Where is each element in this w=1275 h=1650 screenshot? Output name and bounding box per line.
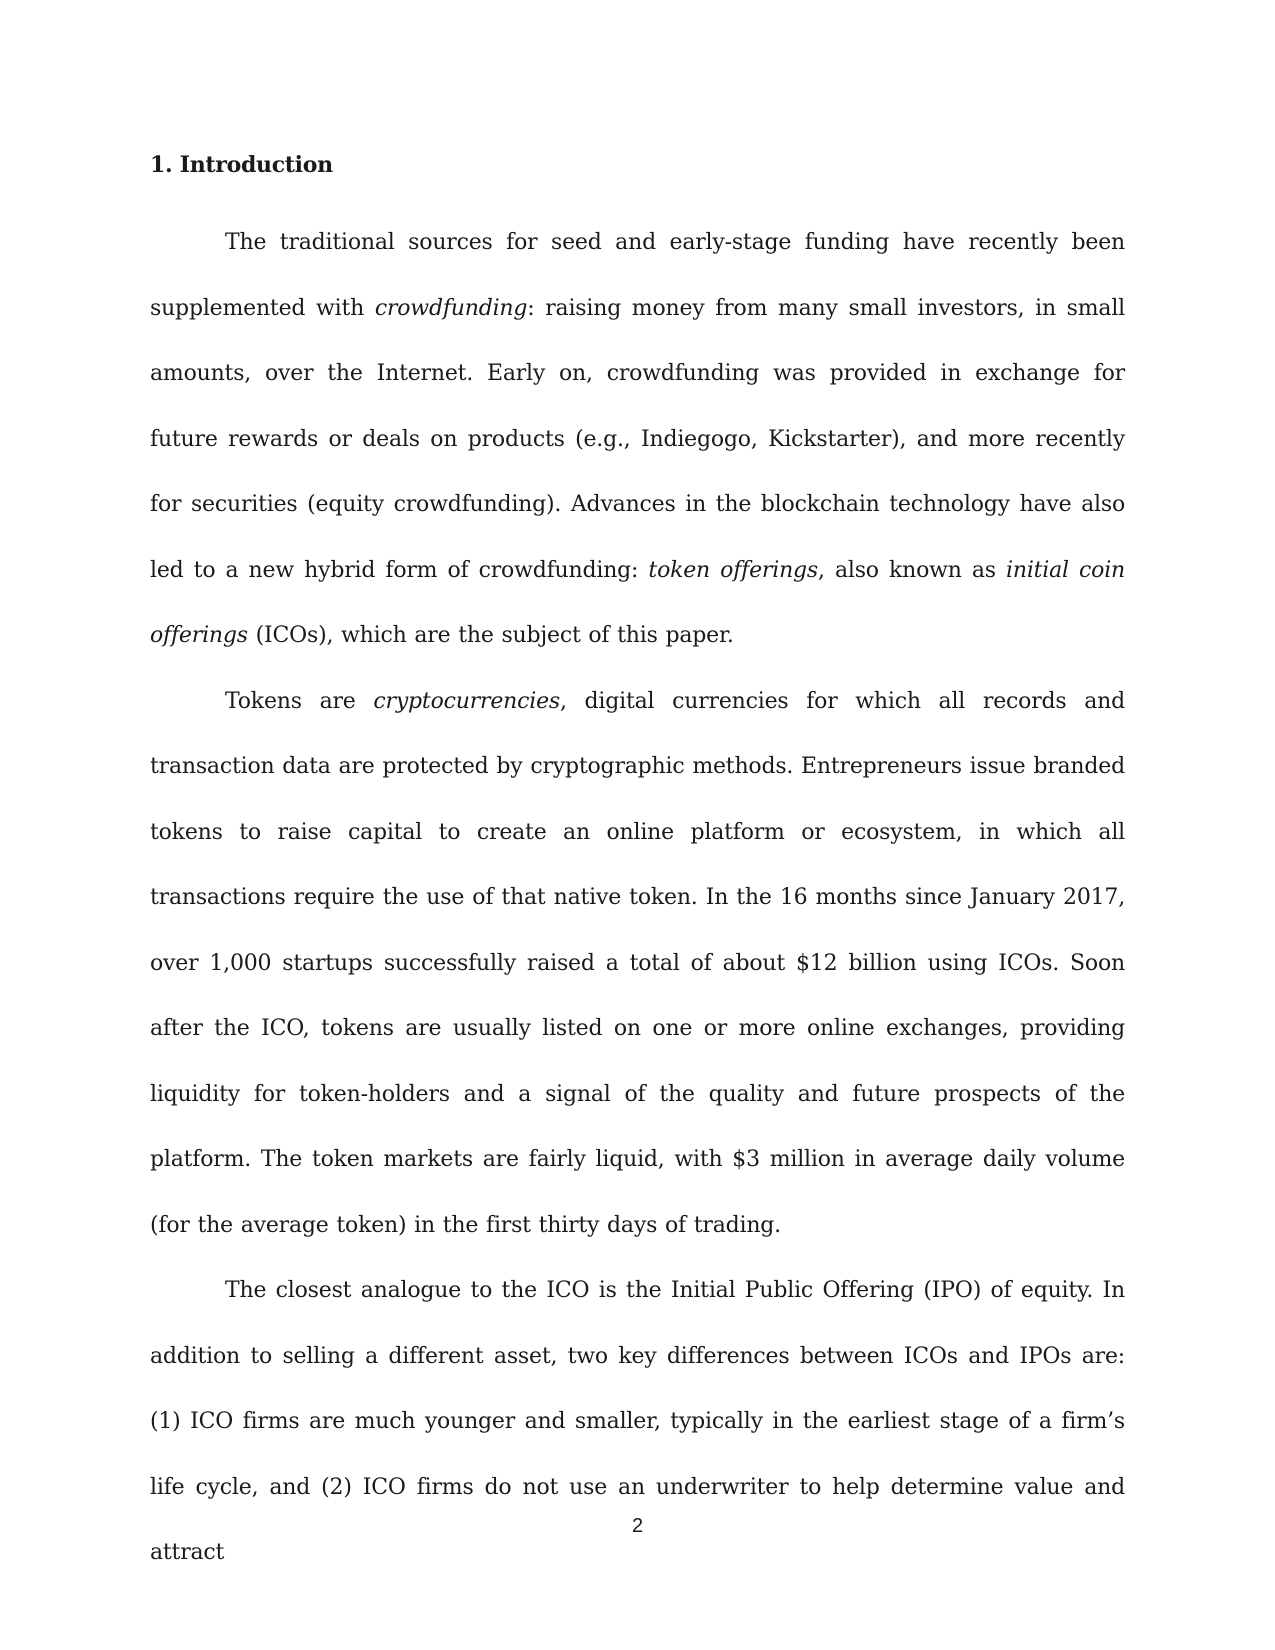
section-heading: 1. Introduction: [150, 152, 333, 178]
paragraph-1-term-token-offerings: token offerings: [648, 557, 819, 583]
paragraph-2-term-cryptocurrencies: cryptocurrencies: [373, 688, 560, 714]
page-number: 2: [631, 1515, 644, 1537]
paragraph-2-text-1: Tokens are: [225, 688, 374, 714]
body-text: [150, 210, 1125, 1586]
paragraph-1-text-1: The traditional sources for seed and early-stage funding have recently been supplemented with: [150, 230, 1125, 321]
paragraph-1-term-initial-coin-offerings: initial coin offerings: [150, 557, 1125, 648]
paragraph-2-text-2: , digital currencies for which all records and transaction data are protected by cryptographic methods. Entrepreneurs issue branded tokens to raise capital to create an online platform or ecosystem, in which all transactions require the use of that native token. In the 16 months since January 2017, over 1,000 startups successfully raised a total of about $12 billion using ICOs. Soon after the ICO, tokens are usually listed on one or more online exchanges, providing liquidity for token-holders and a signal of the quality and future prospects of the platform. The token markets are fairly liquid, with $3 million in average daily volume (for the average token) in the first thirty days of trading.: [150, 688, 1125, 1238]
paragraph-3-text-1: The closest analogue to the ICO is the Initial Public Offering (IPO) of equity. In addition to selling a different asset, two key differences between ICOs and IPOs are: (1) ICO firms are much younger and smaller, typically in the earliest stage of a firm’s life cycle, and (2) ICO firms do not use an underwriter to help determine value and attract: [150, 1278, 1125, 1565]
paragraph-2: [150, 669, 1125, 1259]
paragraph-1-text-4: (ICOs), which are the subject of this paper.: [247, 623, 734, 648]
paragraph-1-text-3: , also known as: [818, 557, 1007, 583]
paragraph-1: [150, 210, 1125, 669]
paragraph-1-text-2: : raising money from many small investors, in small amounts, over the Internet. Early on, crowdfunding was provided in exchange for future rewards or deals on products (e.g., Indiegogo, Kickstarter), and more recently for securities (equity crowdfunding). Advances in the blockchain technology have also led to a new hybrid form of crowdfunding:: [150, 295, 1126, 583]
paragraph-1-term-crowdfunding: crowdfunding: [374, 295, 528, 321]
